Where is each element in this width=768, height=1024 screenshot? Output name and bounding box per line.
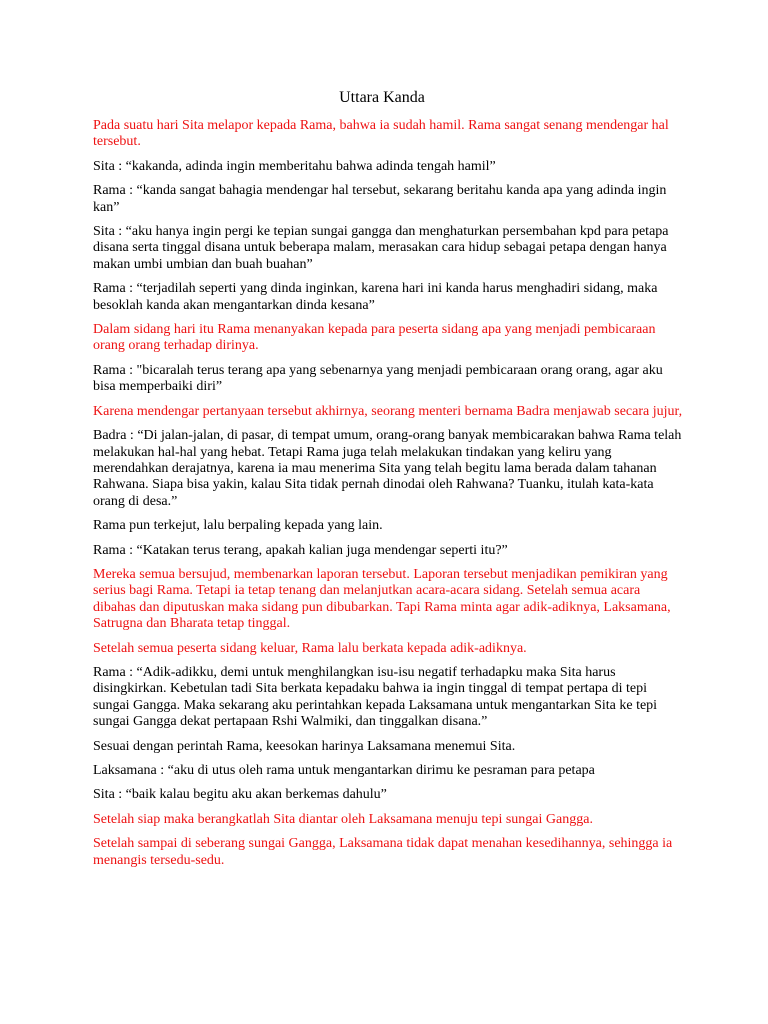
paragraph: Rama pun terkejut, lalu berpaling kepada yang lain. — [93, 518, 383, 534]
paragraph: Rama : "bicaralah terus terang apa yang sebenarnya yang menjadi pembicaraan orang orang, agar aku bisa memperbaiki diri” — [93, 362, 663, 395]
paragraph: Mereka semua bersujud, membenarkan laporan tersebut. Laporan tersebut menjadikan pemikiran yang serius bagi Rama. Tetapi ia tetap tenang dan melanjutkan acara-acara sidang. Setelah semua acara dibahas dan diputuskan maka sidang pun dibubarkan. Tapi Rama minta agar adik-adiknya, Laksamana, Satrugna dan Bharata tetap tinggal. — [93, 566, 671, 632]
paragraph: Setelah sampai di seberang sungai Gangga, Laksamana tidak dapat menahan kesedihannya, sehingga ia menangis tersedu-sedu. — [93, 836, 673, 868]
paragraph: Rama : “kanda sangat bahagia mendengar hal tersebut, sekarang beritahu kanda apa yang adinda ingin kan” — [93, 183, 667, 215]
paragraph: Sita : “aku hanya ingin pergi ke tepian sungai gangga dan menghaturkan persembahan kpd para petapa disana serta tinggal disana untuk beberapa malam, merasakan cara hidup sebagai petapa dengan hanya makan umbi umbian dan buah buahan” — [93, 224, 669, 272]
document-title: Uttara Kanda — [339, 89, 425, 106]
paragraph: Rama : “terjadilah seperti yang dinda inginkan, karena hari ini kanda harus menghadiri sidang, maka besoklah kanda akan mengantarkan dinda kesana” — [93, 281, 658, 313]
paragraph: Setelah siap maka berangkatlah Sita diantar oleh Laksamana menuju tepi sungai Gangga. — [93, 811, 593, 827]
paragraph: Dalam sidang hari itu Rama menanyakan kepada para peserta sidang apa yang menjadi pembicaraan orang orang terhadap dirinya. — [93, 322, 656, 354]
paragraph: Setelah semua peserta sidang keluar, Rama lalu berkata kepada adik-adiknya. — [93, 640, 527, 656]
paragraph: Sesuai dengan perintah Rama, keesokan harinya Laksamana menemui Sita. — [93, 738, 516, 754]
paragraph: Badra : “Di jalan-jalan, di pasar, di tempat umum, orang-orang banyak membicarakan bahwa Rama telah melakukan hal-hal yang hebat. Tetapi Rama juga telah melakukan tindakan yang keliru yang merendahkan derajatnya, karena ia mau menerima Sita yang telah begitu lama berada dalam tahanan Rahwana. Siapa bisa yakin, kalau Sita tidak pernah dinodai oleh Rahwana? Tuanku, itulah kata-kata orang di desa.” — [93, 428, 682, 509]
paragraph: Rama : “Adik-adikku, demi untuk menghilangkan isu-isu negatif terhadapku maka Sita harus disingkirkan. Kebetulan tadi Sita berkata kepadaku bahwa ia ingin tinggal di tempat pertapa di tepi sungai Gangga. Maka sekarang aku perintahkan kepada Laksamana untuk mengantarkan Sita ke tepi sungai Gangga dekat pertapaan Rshi Walmiki, dan tinggalkan disana.” — [93, 664, 658, 730]
paragraph: Karena mendengar pertanyaan tersebut akhirnya, seorang menteri bernama Badra menjawab secara jujur, — [93, 403, 683, 419]
paragraph: Pada suatu hari Sita melapor kepada Rama, bahwa ia sudah hamil. Rama sangat senang mendengar hal tersebut. — [93, 118, 669, 150]
paragraph: Laksamana : “aku di utus oleh rama untuk mengantarkan dirimu ke pesraman para petapa — [93, 763, 595, 778]
document-page — [93, 88, 683, 877]
paragraph: Sita : “kakanda, adinda ingin memberitahu bahwa adinda tengah hamil” — [93, 158, 496, 174]
paragraph: Rama : “Katakan terus terang, apakah kalian juga mendengar seperti itu?” — [93, 542, 508, 558]
paragraph: Sita : “baik kalau begitu aku akan berkemas dahulu” — [93, 787, 387, 803]
